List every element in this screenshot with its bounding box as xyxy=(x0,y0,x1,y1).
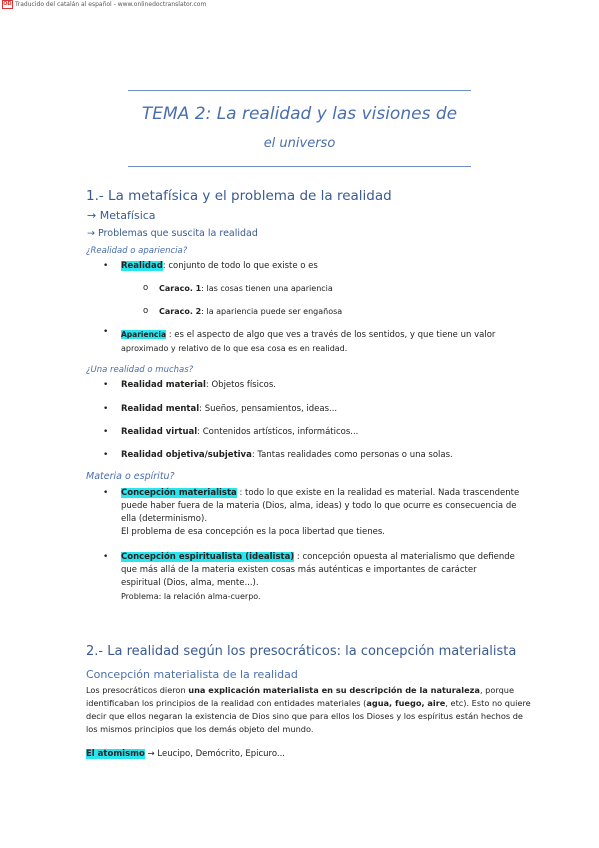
term: Realidad mental xyxy=(121,404,200,414)
text-bold: agua, fuego, aire xyxy=(366,698,446,708)
title-bottom-rule xyxy=(128,166,471,167)
term-atomismo: El atomismo xyxy=(86,749,145,759)
arrow-icon: → xyxy=(87,209,97,222)
list-item-realidad-material xyxy=(121,379,276,392)
section2-heading: 2.- La realidad según los presocráticos: la concepción materialista xyxy=(86,644,517,659)
arrow-icon: → xyxy=(87,228,95,239)
list-item-realidad-mental xyxy=(121,403,337,416)
bullet-icon: • xyxy=(103,261,109,271)
translation-note-text: Traducido del catalán al español - www.onlinedoctranslator.com xyxy=(15,1,207,8)
text: , porque xyxy=(479,685,515,695)
section2-subheading: Concepción materialista de la realidad xyxy=(86,668,298,681)
text: decir que ellos negaran la existencia de Dios sino que para ellos los Dioses y los espíritus están hechos de xyxy=(86,711,523,721)
definition-line4: Problema: la relación alma-cuerpo. xyxy=(121,592,261,601)
arrow-item-problemas xyxy=(87,228,258,239)
list-item-concepcion-espiritualista xyxy=(121,551,541,603)
arrow-item-metafisica xyxy=(87,209,156,222)
definition-line1: : concepción opuesta al materialismo que defiende xyxy=(294,552,515,562)
definition: : la apariencia puede ser engañosa xyxy=(201,307,343,316)
list-item-caraco2 xyxy=(159,305,342,318)
term-realidad: Realidad xyxy=(121,261,163,271)
definition-line4: El problema de esa concepción es la poca libertad que tienes. xyxy=(121,527,385,537)
bullet-icon: • xyxy=(103,380,109,390)
definition: : conjunto de todo lo que existe o es xyxy=(162,261,318,271)
term: Realidad objetiva/subjetiva xyxy=(121,450,252,460)
title-top-rule xyxy=(128,90,471,91)
text: Los presocráticos dieron xyxy=(86,685,189,695)
question-una-o-muchas: ¿Una realidad o muchas? xyxy=(86,365,194,375)
definition-line2: puede haber fuera de la materia (Dios, alma, ideas) y todo lo que ocurre es consecuencia de xyxy=(121,501,517,511)
term-concepcion-materialista: Concepción materialista xyxy=(121,488,237,498)
bullet-icon: • xyxy=(103,327,109,337)
section2-paragraph xyxy=(86,684,531,736)
bullet-icon: • xyxy=(103,488,109,498)
list-item-apariencia xyxy=(121,328,521,355)
definition-line1: : todo lo que existe en la realidad es material. Nada trascendente xyxy=(236,488,520,498)
definition-line2: que más allá de la materia existen cosas más auténticas e importantes de carácter xyxy=(121,565,477,575)
bullet-icon: • xyxy=(103,404,109,414)
bullet-icon: • xyxy=(103,450,109,460)
definition-line2: aproximado y relativo de lo que esa cosa es en realidad. xyxy=(121,344,348,353)
definition-line3: espiritual (Dios, alma, mente...). xyxy=(121,578,259,588)
arrow-item-label: Metafísica xyxy=(99,209,156,222)
circle-bullet-icon: o xyxy=(143,283,149,293)
text: , etc). Esto no quiere xyxy=(445,698,531,708)
translator-logo-icon: OD xyxy=(3,1,12,7)
text: los mismos principios que los demás objeto del mundo. xyxy=(86,724,314,734)
term-caraco1: Caraco. 1 xyxy=(159,284,202,293)
term: Realidad virtual xyxy=(121,427,198,437)
page-title-line2: el universo xyxy=(263,136,336,151)
atomismo-line xyxy=(86,748,285,761)
bullet-icon: • xyxy=(103,552,109,562)
term: Realidad material xyxy=(121,380,206,390)
definition: : Objetos físicos. xyxy=(205,380,276,390)
list-item-realidad xyxy=(121,260,318,273)
bullet-icon: • xyxy=(103,427,109,437)
definition: : Contenidos artísticos, informáticos... xyxy=(197,427,359,437)
question-materia-espiritu: Materia o espíritu? xyxy=(86,471,175,482)
definition: : Sueños, pensamientos, ideas... xyxy=(199,404,338,414)
term-caraco2: Caraco. 2 xyxy=(159,307,202,316)
list-item-realidad-objetiva xyxy=(121,449,453,462)
text-bold: una explicación materialista en su descripción de la naturaleza xyxy=(188,685,480,695)
circle-bullet-icon: o xyxy=(143,306,149,316)
term-apariencia: Apariencia xyxy=(121,330,167,339)
list-item-concepcion-materialista xyxy=(121,487,541,539)
atomismo-authors: → Leucipo, Demócrito, Epicuro... xyxy=(144,749,285,759)
definition: : Tantas realidades como personas o una solas. xyxy=(251,450,453,460)
translation-note xyxy=(2,0,206,9)
definition: : las cosas tienen una apariencia xyxy=(201,284,333,293)
definition-line3: ella (determinismo). xyxy=(121,514,208,524)
question-realidad-apariencia: ¿Realidad o apariencia? xyxy=(86,246,188,256)
list-item-caraco1 xyxy=(159,282,333,295)
section1-heading: 1.- La metafísica y el problema de la realidad xyxy=(86,188,392,204)
term-concepcion-espiritualista: Concepción espiritualista (idealista) xyxy=(121,552,295,562)
list-item-realidad-virtual xyxy=(121,426,358,439)
definition-line1: : es el aspecto de algo que ves a través de los sentidos, y que tiene un valor xyxy=(166,330,496,340)
page-title-line1: TEMA 2: La realidad y las visiones de xyxy=(141,104,458,124)
arrow-item-label: Problemas que suscita la realidad xyxy=(98,228,258,239)
text: identificaban los principios de la realidad con entidades materiales ( xyxy=(86,698,367,708)
